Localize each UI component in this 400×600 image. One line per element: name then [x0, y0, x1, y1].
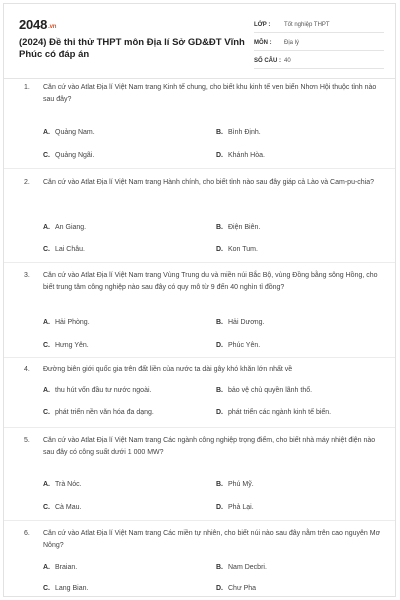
option-letter: D. [216, 409, 223, 416]
option-letter: C. [43, 246, 50, 253]
option-text: Khánh Hòa. [228, 152, 265, 159]
meta-label: LỚP : [254, 22, 271, 28]
question-text: Đường biên giới quốc gia trên đất liền của nước ta dài gây khó khăn lớn nhất về [43, 366, 293, 373]
option-text: Quảng Nam. [55, 129, 95, 136]
question-divider [4, 357, 395, 358]
question-text: Căn cứ vào Atlat Địa lí Việt Nam trang Các ngành công nghiệp trọng điểm, cho biết nhà máy nhiệt điện nào sau đây có công suất dưới 1 000 MW? [43, 437, 376, 456]
question-number: 2. [24, 179, 30, 186]
exam-meta [254, 18, 384, 69]
option-letter: A. [43, 129, 50, 136]
option-letter: C. [43, 409, 50, 416]
meta-row-count [254, 54, 384, 69]
option-letter: A. [43, 224, 50, 231]
question-divider [4, 520, 395, 521]
option-c[interactable] [43, 246, 85, 253]
option-letter: B. [216, 319, 223, 326]
meta-label: MÔN : [254, 40, 272, 46]
option-b[interactable] [216, 387, 312, 394]
option-text: Chư Pha [228, 585, 257, 592]
question-divider [4, 427, 395, 428]
option-text: Kon Tum. [228, 246, 258, 253]
option-b[interactable] [216, 224, 260, 231]
option-text: Braian. [55, 564, 78, 571]
option-letter: B. [216, 224, 223, 231]
option-a[interactable] [43, 129, 95, 136]
option-letter: A. [43, 387, 50, 394]
meta-value: Tốt nghiệp THPT [284, 22, 330, 28]
option-text: Hải Dương. [228, 319, 265, 326]
option-c[interactable] [43, 504, 81, 511]
option-text: Lang Bian. [55, 585, 89, 592]
meta-value: Địa lý [284, 40, 300, 46]
brand-suffix: .vn [48, 24, 57, 30]
brand-name: 2048 [19, 17, 48, 32]
question-number: 3. [24, 272, 30, 279]
option-a[interactable] [43, 224, 86, 231]
option-letter: D. [216, 246, 223, 253]
option-d[interactable] [216, 585, 256, 592]
option-letter: D. [216, 342, 223, 349]
question-divider [4, 262, 395, 263]
option-letter: A. [43, 564, 50, 571]
option-text: Bình Định. [228, 129, 261, 136]
option-b[interactable] [216, 129, 261, 136]
option-letter: C. [43, 504, 50, 511]
option-a[interactable] [43, 387, 151, 394]
question-number: 6. [24, 530, 30, 537]
meta-row-subject [254, 36, 384, 51]
brand-logo[interactable] [19, 17, 56, 32]
option-letter: D. [216, 152, 223, 159]
question-text: Căn cứ vào Atlat Địa lí Việt Nam trang Hành chính, cho biết tỉnh nào sau đây giáp cả Lào và Cam-pu-chia? [43, 179, 375, 186]
option-d[interactable] [216, 152, 265, 159]
option-text: phát triển các ngành kinh tế biển. [228, 409, 332, 416]
option-text: Trà Nóc. [55, 481, 82, 488]
question-number: 5. [24, 437, 30, 444]
option-letter: C. [43, 342, 50, 349]
exam-title: (2024) Đề thi thử THPT môn Địa lí Sở GD&ĐT Vĩnh Phúc có đáp án [19, 37, 245, 60]
option-d[interactable] [216, 409, 331, 416]
option-b[interactable] [216, 319, 265, 326]
option-c[interactable] [43, 585, 88, 592]
question-text: Căn cứ vào Atlat Địa lí Việt Nam trang Các miền tự nhiên, cho biết núi nào sau đây nằm trên cao nguyên Mơ Nông? [43, 530, 381, 549]
exam-page [3, 3, 396, 597]
option-text: Quảng Ngãi. [55, 152, 95, 159]
option-text: thu hút vốn đầu tư nước ngoài. [55, 387, 152, 394]
option-text: bảo vệ chủ quyền lãnh thổ. [228, 387, 313, 394]
header-divider [4, 78, 395, 79]
option-letter: B. [216, 129, 223, 136]
option-letter: D. [216, 585, 223, 592]
option-letter: A. [43, 319, 50, 326]
option-a[interactable] [43, 319, 90, 326]
question-text: Căn cứ vào Atlat Địa lí Việt Nam trang Vùng Trung du và miền núi Bắc Bộ, vùng Đồng bằng sông Hồng, cho biết trung tâm công nghiệp nào sau đây có quy mô từ 9 đến 40 nghìn tỉ đồng? [43, 272, 378, 291]
option-b[interactable] [216, 481, 254, 488]
option-text: Phúc Yên. [228, 342, 261, 349]
option-text: Phả Lại. [228, 504, 254, 511]
option-letter: D. [216, 504, 223, 511]
meta-row-class [254, 18, 384, 33]
option-letter: C. [43, 585, 50, 592]
exam-header [4, 4, 395, 78]
option-text: Hưng Yên. [55, 342, 89, 349]
option-letter: C. [43, 152, 50, 159]
option-text: Lai Châu. [55, 246, 85, 253]
option-letter: B. [216, 564, 223, 571]
option-b[interactable] [216, 564, 267, 571]
option-d[interactable] [216, 504, 254, 511]
option-text: Phú Mỹ. [228, 481, 254, 488]
option-text: An Giang. [55, 224, 87, 231]
question-number: 1. [24, 84, 30, 91]
option-a[interactable] [43, 481, 82, 488]
option-text: Nam Decbri. [228, 564, 267, 571]
option-d[interactable] [216, 342, 260, 349]
option-letter: A. [43, 481, 50, 488]
option-c[interactable] [43, 342, 89, 349]
option-text: Hải Phòng. [55, 319, 90, 326]
question-text: Căn cứ vào Atlat Địa lí Việt Nam trang Kinh tế chung, cho biết khu kinh tế ven biển Nhơn Hội thuộc tỉnh nào sau đây? [43, 84, 377, 103]
option-c[interactable] [43, 409, 154, 416]
option-d[interactable] [216, 246, 258, 253]
option-text: Cà Mau. [55, 504, 82, 511]
option-letter: B. [216, 387, 223, 394]
meta-value: 40 [284, 58, 291, 64]
option-c[interactable] [43, 152, 94, 159]
option-text: Điện Biên. [228, 224, 261, 231]
option-text: phát triển nền văn hóa đa dạng. [55, 409, 154, 416]
meta-label: SỐ CÂU : [254, 58, 281, 64]
question-number: 4. [24, 366, 30, 373]
option-a[interactable] [43, 564, 77, 571]
question-divider [4, 168, 395, 169]
option-letter: B. [216, 481, 223, 488]
